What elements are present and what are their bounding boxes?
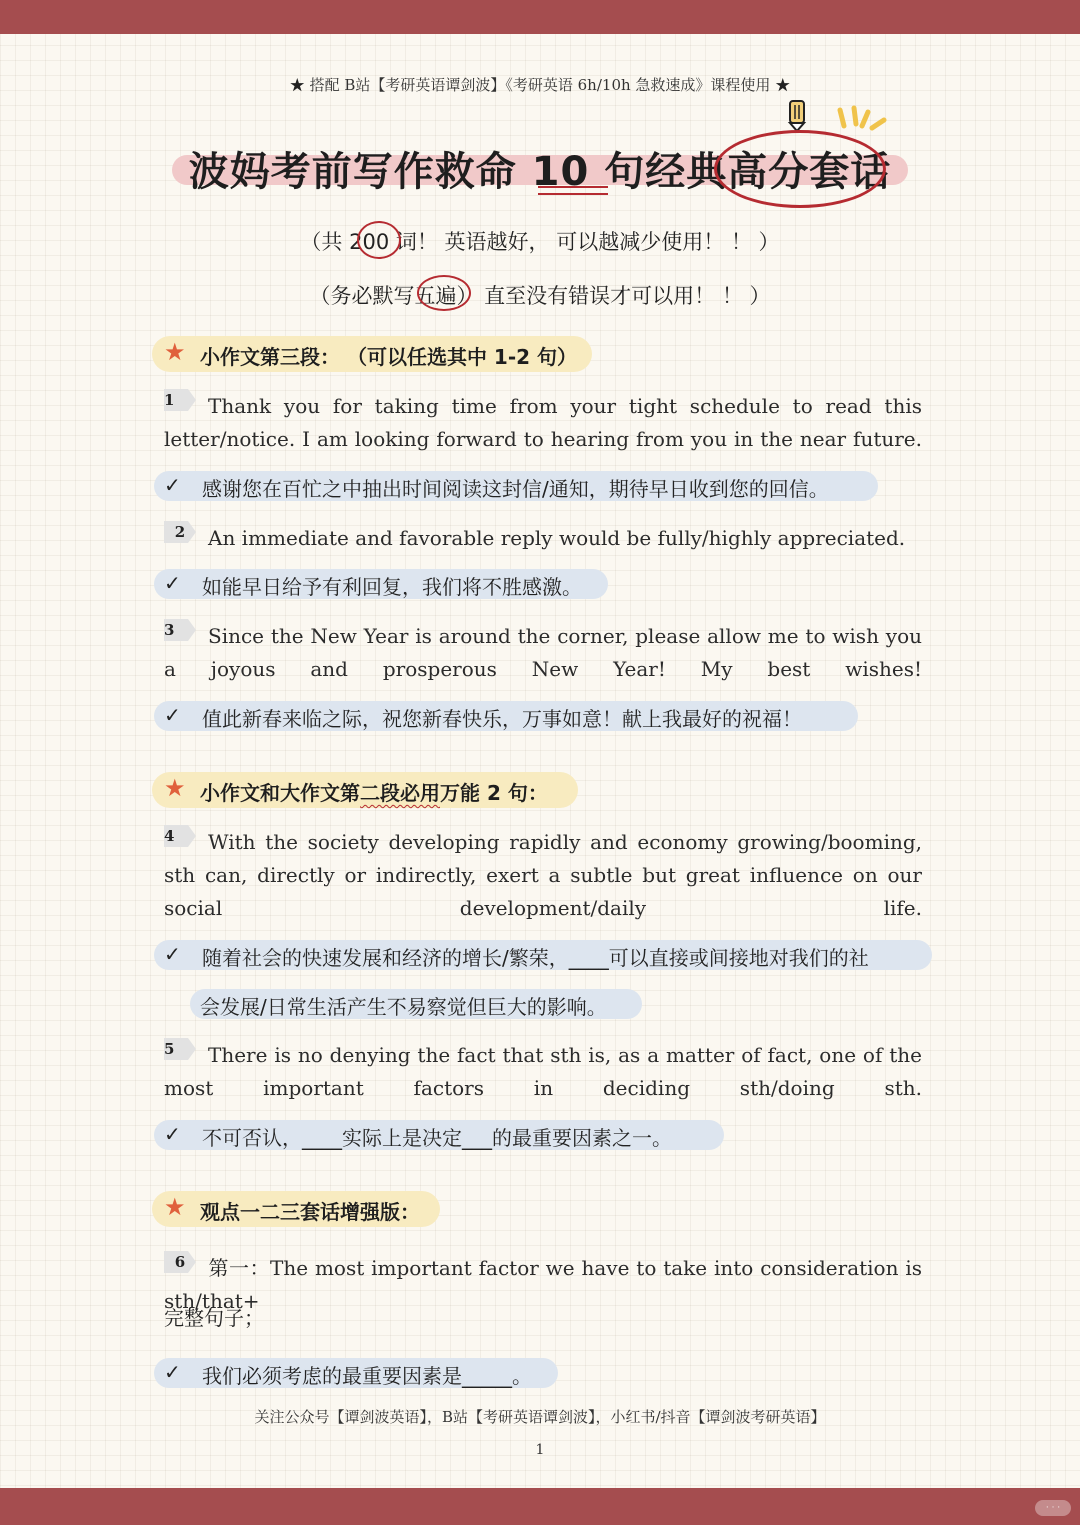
title-circle-mark: [714, 130, 886, 208]
translation-text: 会发展/日常生活产生不易察觉但巨大的影响。: [200, 995, 607, 1019]
heading-part: 小作文和大作文第: [200, 781, 360, 805]
section-heading-text: 小作文第三段： （可以任选其中 1-2 句）: [200, 345, 578, 369]
sentence-number: 4: [164, 827, 175, 845]
sentence-number-badge: [164, 1038, 196, 1060]
sentence-number: 6: [174, 1253, 186, 1271]
translation-text: 随着社会的快速发展和经济的增长/繁荣，____可以直接或间接地对我们的社: [202, 946, 869, 970]
sentence-4: [164, 825, 922, 925]
sentence-1: [164, 389, 922, 456]
checkmark-icon: ✓: [164, 1122, 181, 1146]
sentence-number-badge: [164, 1251, 196, 1273]
section-heading-text: [200, 777, 548, 806]
checkmark-icon: ✓: [164, 571, 181, 595]
star-icon: ★: [289, 76, 305, 94]
section-heading: [152, 772, 578, 808]
sparkle-icon: [834, 104, 890, 134]
sentence-english: With the society developing rapidly and economy growing/booming, sth can, directly or indirectly, exert a subtle but great influence on our social development/daily life.: [164, 830, 922, 920]
star-icon: ★: [164, 338, 186, 366]
translation-text: 值此新春来临之际，祝您新春快乐，万事如意！献上我最好的祝福！: [202, 707, 802, 731]
section-heading-text: 观点一二三套话增强版：: [200, 1200, 420, 1224]
page-number: 1: [535, 1442, 545, 1458]
sentence-number: 1: [164, 391, 175, 409]
star-icon: ★: [775, 76, 791, 94]
sentence-prefix: 第一：: [208, 1256, 271, 1280]
heading-part: 万能 2 句：: [440, 781, 548, 805]
course-note: [0, 74, 1080, 95]
sentence-number: 3: [164, 621, 175, 639]
heading-emphasis: 二段必用: [360, 781, 440, 805]
sentence-number-badge: [164, 521, 196, 543]
title-underline-mark: [538, 186, 608, 195]
section-heading: [152, 336, 592, 372]
sentence-english: An immediate and favorable reply would be fully/highly appreciated.: [208, 526, 906, 550]
page-title: 波妈考前写作救命 10 句经典高分套话: [188, 149, 892, 195]
subtitle-line-2: （务必默写五遍） 直至没有错误才可以用！ ！ ）: [309, 284, 771, 308]
checkmark-icon: ✓: [164, 473, 181, 497]
sentence-english: Since the New Year is around the corner, please allow me to wish you a joyous and prosperous New Year! My best wishes!: [164, 624, 922, 681]
sentence-english: There is no denying the fact that sth is, as a matter of fact, one of the most important factors in deciding sth/doing sth.: [164, 1043, 922, 1100]
sentence-number-badge: [164, 389, 196, 411]
sentence-number-badge: [164, 825, 196, 847]
translation-text: 感谢您在百忙之中抽出时间阅读这封信/通知，期待早日收到您的回信。: [202, 477, 829, 501]
translation-text: 如能早日给予有利回复，我们将不胜感激。: [202, 575, 582, 599]
sentence-translation: [154, 1120, 724, 1150]
checkmark-icon: ✓: [164, 1360, 181, 1384]
bottom-band: [0, 1488, 1080, 1525]
translation-text: 不可否认，____实际上是决定___的最重要因素之一。: [202, 1126, 672, 1150]
sentence-3: [164, 619, 922, 686]
sentence-translation: [154, 940, 932, 970]
footer-note: 关注公众号【谭剑波英语】，B站【考研英语谭剑波】，小红书/抖音【谭剑波考研英语】: [254, 1408, 826, 1426]
sentence-translation-continued: [190, 989, 642, 1019]
section-heading: [152, 1191, 440, 1227]
sentence-translation: [154, 701, 858, 731]
sentence-number: 2: [174, 523, 186, 541]
sentence-translation: [154, 471, 878, 501]
sentence-2: [164, 521, 922, 555]
translation-text: 我们必须考虑的最重要因素是_____。: [202, 1364, 532, 1388]
sentence-english: Thank you for taking time from your tight schedule to read this letter/notice. I am looking forward to hearing from you in the near future.: [164, 394, 922, 451]
circle-mark: [357, 221, 401, 259]
sentence-english: The most important factor we have to take into consideration is sth/that+: [164, 1256, 923, 1313]
course-note-text: 搭配 B站【考研英语谭剑波】《考研英语 6h/10h 急救速成》课程使用: [309, 76, 771, 94]
sentence-translation: [154, 569, 608, 599]
sentence-number-badge: [164, 619, 196, 641]
pencil-icon: [786, 98, 808, 132]
sentence-number: 5: [164, 1040, 175, 1058]
sentence-english-continued: 完整句子；: [164, 1306, 264, 1330]
subtitle-line-1: （共 200 词！ 英语越好， 可以越减少使用！ ！ ）: [300, 230, 780, 254]
sentence-translation: [154, 1358, 558, 1388]
sentence-6: [164, 1251, 922, 1318]
watermark-icon: · · ·: [1035, 1500, 1071, 1516]
star-icon: ★: [164, 1193, 186, 1221]
top-band: [0, 0, 1080, 34]
checkmark-icon: ✓: [164, 942, 181, 966]
sentence-5: [164, 1038, 922, 1105]
star-icon: ★: [164, 774, 186, 802]
checkmark-icon: ✓: [164, 703, 181, 727]
circle-mark: [417, 275, 471, 311]
